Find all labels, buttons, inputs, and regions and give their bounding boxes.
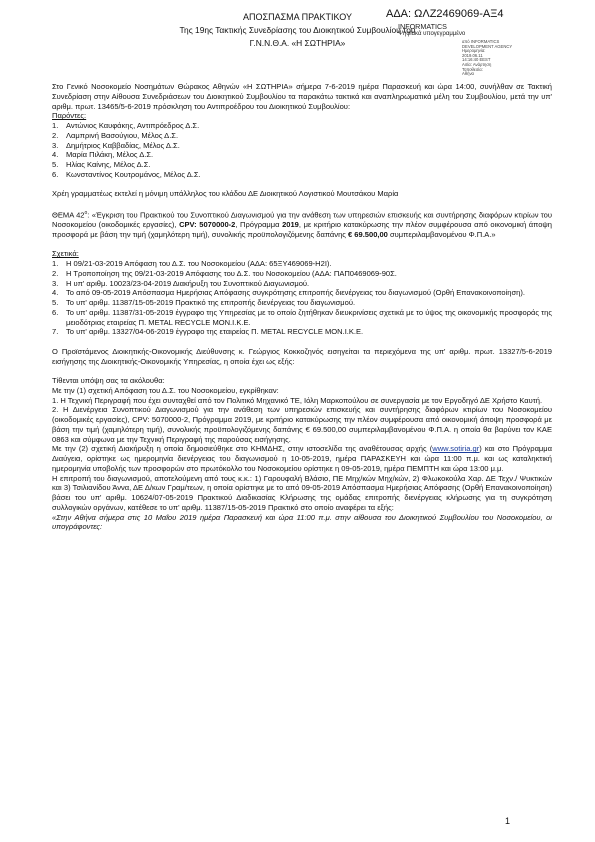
signature-stamp-title: INFORMATICS — [398, 22, 447, 31]
list-item: 5. Ηλίας Καίνης, Μέλος Δ.Σ. — [52, 160, 151, 169]
list-item: 6. Κωνσταντίνος Κουτρομάνος, Μέλος Δ.Σ. — [52, 169, 201, 179]
present-heading: Παρόντες: — [52, 111, 87, 121]
list-item: 6. Το υπ' αριθμ. 11387/31-05-2019 έγγραφο της Υπηρεσίας με το οποίο ζητήθηκαν διευκρινίσεις σχετικά με το ύψος της οικονομικής προσφοράς της μειοδότριας εταιρείας Π. METAL RECYCLE ΜΟΝ.Ι.Κ.Ε. — [52, 307, 552, 327]
theme-paragraph: ΘΕΜΑ $42^o$: «Έγκριση του Πρακτικού του Συνοπτικού Διαγωνισμού για την ανάθεση των υπηρεσιών επισκευής και συντήρησης διαφόρων κτιρίων του Νοσοκομείου (οικοδομικές εργασίες), CPV: 5070000-2, Πρόγραμμα 2019, με κριτήριο κατακύρωσης την πλέον συμφέρουσα από οικονομική άποψη προσφορά με βάση την τιμή (χαμηλότερη τιμή), συνολικής προϋπολογιζόμενης δαπάνης € 69.500,00 συμπεριλαμβανομένου Φ.Π.Α.» — [52, 209, 552, 239]
list-item: 1. Η 09/21-03-2019 Απόφαση του Δ.Σ. του Νοσοκομείου (ΑΔΑ: 65ΞΥ469069-Η2Ι). — [52, 259, 332, 269]
stamp-line: 14:16:40 EEST — [462, 57, 491, 63]
placed-line: Τίθενται υπόψη σας τα ακόλουθα: — [52, 376, 165, 386]
list-item: 1. Αντώνιος Καυφάκης, Αντιπρόεδρος Δ.Σ. — [52, 121, 200, 130]
hospital-name: Γ.Ν.Ν.Θ.Α. «Η ΣΩΤΗΡΙΑ» — [249, 38, 346, 48]
committee-paragraph: Η επιτροπή του διαγωνισμού, αποτελούμενη από τους κ.κ.: 1) Γαρουφαλή Βλάσιο, ΠΕ Μηχ/κών Μηχ/κών, 2) Φλωκοκούλα Χαρ. ΔΕ Τεχν./ Ψυκτικών και 3) Τσιλιανίδου Άννα, ΔΕ Δ/κων Γραμ/τεων, η οποία ορίστηκε με το από 09-05-2019 Απόσπασμα Ημερήσιας Απόφασης (Ορθή Επανακοινοποίηση) βάσει του υπ' αριθμ. 10624/07-05-2019 Πρακτικού Διαδικασίας Κλήρωσης της ομάδας επιτροπής διενέργειας κλήρωσης για τη συγκρότηση συλλογικών οργάνων, κατέθεσε το υπ' αριθμ. 11387/15-05-2019 Πρακτικό στο οποίο αναφέρει τα εξής: — [52, 473, 552, 512]
list-item: 3. Η υπ' αριθμ. 10023/23-04-2019 Διακήρυξη του Συνοπτικού Διαγωνισμού. — [52, 278, 310, 288]
approved-item-2: 2. Η Διενέργεια Συνοπτικού Διαγωνισμού για την ανάθεση των υπηρεσιών επισκευής και συντήρησης διαφόρων κτιρίων του Νοσοκομείου (οικοδομικές εργασίες), CPV: 5070000-2, Πρόγραμμα 2019, με κριτήριο κατακύρωσης την πλέον συμφέρουσα από οικονομική άποψη προσφορά με βάση την τιμή (χαμηλότερη τιμή), συνολικής προϋπολογιζόμενης δαπάνης € 69.500,00 συμπεριλαμβανομένου Φ.Π.Α. η οποία θα βαρύνει τον ΚΑΕ 0863 και σύμφωνα με την Τεχνική Περιγραφή της παρούσας εισήγησης. — [52, 405, 552, 444]
sotiria-website-link[interactable]: www.sotiria.gr — [432, 444, 480, 454]
approved-item-1: 1. Η Τεχνική Περιγραφή που έχει συνταχθεί από τον Πολιτικό Μηχανικό ΤΕ, Ιόλη Μαρκοπούλου σε συνεργασία με τον Εργοδηγό ΔΕ Χρήστο Καυτή. — [52, 395, 543, 405]
stamp-line: Αιτία: Ανάρτηση — [462, 62, 492, 67]
director-paragraph: Ο Προϊστάμενος Διοικητικής-Οικονομικής Διεύθυνσης κ. Γεώργιος Κοκκοζηνός εισηγείται τα περιεχόμενα της υπ' αριθμ. πρωτ. 13327/5-6-2019 εισήγησης της Διοικητικής-Οικονομικής Υπηρεσίας, η οποία έχει ως εξής: — [52, 346, 552, 366]
stamp-line: Αθήνα — [462, 71, 474, 77]
list-item: 2. Η Τροποποίηση της 09/21-03-2019 Απόφασης του Δ.Σ. του Νοσοκομείου (ΑΔΑ: ΠΑΠ0469069-90Σ. — [52, 268, 397, 278]
list-item: 7. Το υπ' αριθμ. 13327/04-06-2019 έγγραφο της εταιρείας Π. METAL RECYCLE ΜΟΝ.Ι.Κ.Ε. — [52, 327, 364, 337]
list-item: 5. Το υπ' αριθμ. 11387/15-05-2019 Πρακτικό της επιτροπής διενέργειας του διαγωνισμού. — [52, 298, 356, 308]
related-list — [52, 259, 552, 337]
secretary-line: Χρέη γραμματέως εκτελεί η μόνιμη υπάλληλος του κλάδου ΔΕ Διοικητικού Λογιστικού Μουτσάκου Μαρία — [52, 189, 399, 199]
list-item: 3. Δημήτριος Καββαδίας, Μέλος Δ.Σ. — [52, 140, 180, 150]
related-heading: Σχετικά: — [52, 249, 79, 259]
document-body — [52, 82, 552, 532]
stamp-line: DEVELOPMENT AGENCY — [462, 43, 513, 49]
stamp-line: Τοποθεσία: — [462, 66, 483, 72]
present-list — [52, 121, 552, 180]
list-item: 4. Το από 09-05-2019 Απόσπασμα Ημερήσιας Απόφασης συγκρότησης επιτροπής διενέργειας του διαγωνισμού (Ορθή Επανακοινοποίηση). — [52, 288, 525, 298]
signature-stamp-subtitle: Ψηφιακά υπογεγραμμένο — [398, 31, 466, 37]
decision-1-line: Με την (1) σχετική Απόφαση του Δ.Σ. του Νοσοκομείου, εγκρίθηκαν: — [52, 385, 279, 395]
quote-paragraph: «Στην Αθήνα σήμερα στις 10 Μαΐου 2019 ημέρα Παρασκευή και ώρα 11:00 π.μ. στην αίθουσα του Διοικητικού Συμβουλίου του Νοσοκομείου, οι υπογράφοντες: — [52, 512, 552, 532]
list-item: 4. Μαρία Πιλάκη, Μέλος Δ.Σ. — [52, 150, 154, 160]
stamp-line: Ημερομηνία: — [462, 48, 486, 54]
document-title: ΑΠΟΣΠΑΣΜΑ ΠΡΑΚΤΙΚΟΥ — [243, 12, 352, 22]
list-item: 2. Λαμπρινή Βασούγιου, Μέλος Δ.Σ. — [52, 130, 179, 140]
stamp-line: 2019.06.11 — [462, 52, 483, 58]
intro-paragraph: Στο Γενικό Νοσοκομείο Νοσημάτων Θώρακος Αθηνών «Η ΣΩΤΗΡΙΑ» σήμερα 7-6-2019 ημέρα Παρασκευή και ώρα 14:00, συνήλθαν σε Τακτική Συνεδρίαση στην Αίθουσα Συνεδριάσεων του Διοικητικού Συμβουλίου τα παρακάτω τακτικά και αναπληρωματικά μέλη του Συμβουλίου, μετά την υπ' αριθμ. πρωτ. 13465/5-6-2019 πρόσκληση του Αντιπροέδρου του Διοικητικού Συμβουλίου: — [52, 82, 552, 111]
stamp-line: από INFORMATICS — [462, 39, 500, 44]
page-number: 1 — [505, 816, 511, 826]
meeting-subtitle: Της 19ης Τακτικής Συνεδρίασης του Διοικητικού Συμβουλίου του — [179, 25, 416, 35]
decision-2-paragraph: Με την (2) σχετική Διακήρυξη η οποία δημοσιεύθηκε στο ΚΗΜΔΗΣ, στην ιστοσελίδα της αναθέτουσας αρχής (www.sotiria.gr) και στο Πρόγραμμα Διαύγεια, ορίστηκε ως ημερομηνία διενέργειας του διαγωνισμού η 10-05-2019, ημέρα ΠΑΡΑΣΚΕΥΗ και ώρα 11:00 π.μ. και ως καταληκτική ημερομηνία υποβολής των προσφορών στο πρωτόκολλο του Νοσοκομείου ορίστηκε η 09-05-2019, ημέρα ΠΕΜΠΤΗ και ώρα 13:00 μ.μ. — [52, 444, 552, 473]
ada-code: ΑΔΑ: ΩΛΖ2469069-ΑΞ4 — [386, 8, 504, 20]
